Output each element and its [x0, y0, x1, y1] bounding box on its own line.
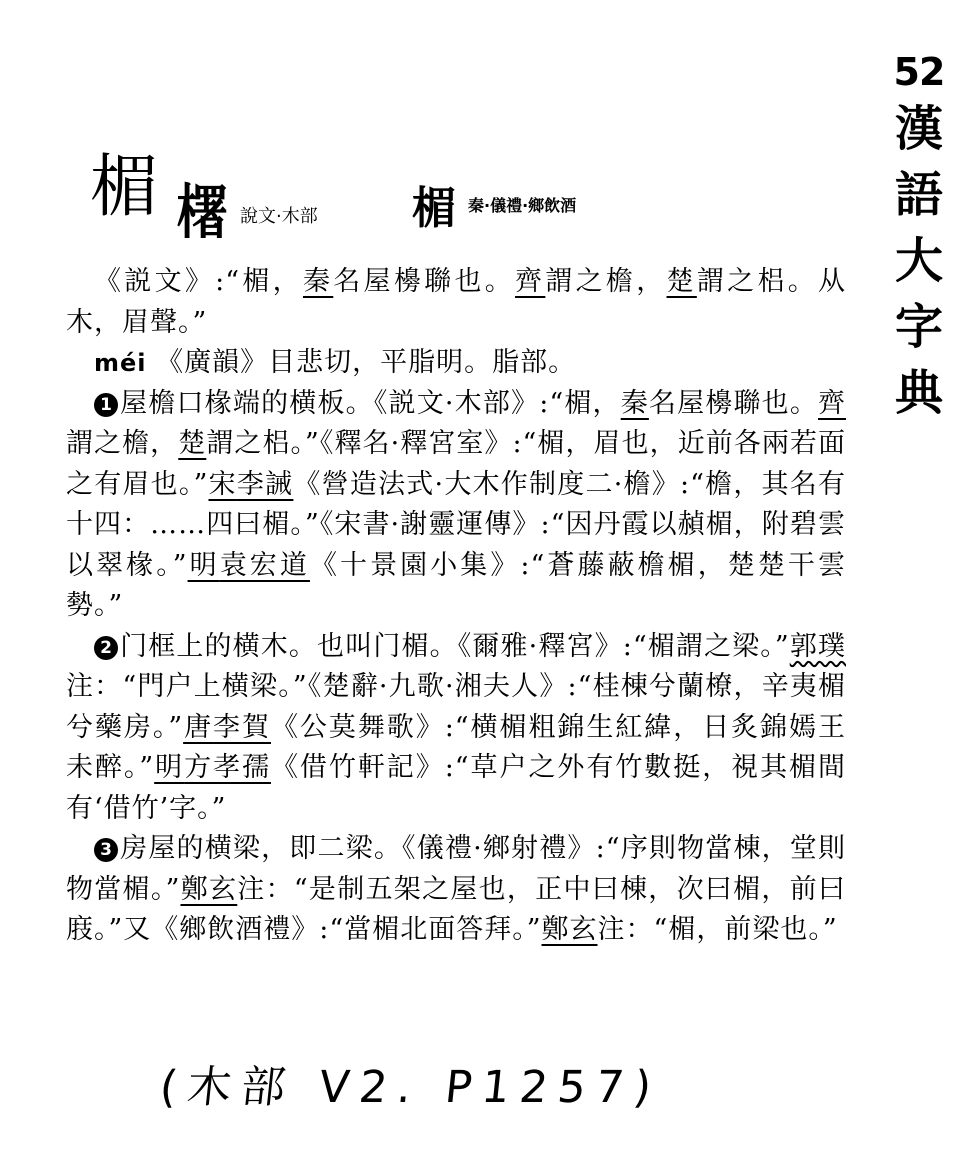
definition-source-shuowen: 《説文》:“楣，秦名屋櫋聯也。齊謂之檐，楚謂之梠。从木，眉聲。”: [66, 266, 847, 338]
volume-number: 52: [893, 50, 945, 94]
sense-number-badge: 2: [94, 636, 118, 660]
seal-script-source: 說文·木部: [240, 206, 318, 227]
variant-glyph: 楣: [412, 183, 456, 234]
sense-3: 3 房屋的横梁，即二梁。《儀禮·鄉射禮》:“序則物當棟，堂則物當楣。”鄭玄注：“是制五架之屋也，正中曰棟，次曰楣，前曰庪。”又《鄉飲酒禮》:“當楣北面答拜。”鄭玄注：“楣，前梁也。”: [66, 833, 846, 945]
book-name: 漢語大字典: [894, 101, 943, 421]
entry-head: [90, 148, 610, 249]
book-title-margin: [880, 48, 958, 426]
proper-name-underline: 楚: [666, 266, 697, 297]
pinyin: méi: [94, 349, 147, 377]
sense-2: 2 门框上的横木。也叫门楣。《爾雅·釋宮》:“楣謂之梁。”郭璞注：“門户上横梁。”《楚辭·九歌·湘夫人》:“桂棟兮蘭橑，辛夷楣兮藥房。”唐李賀《公莫舞歌》:“横楣粗錦生紅緯，日炙錦嫣王未醉。”明方孝孺《借竹軒記》:“草户之外有竹數挺，視其楣間有‘借竹’字。”: [66, 630, 847, 824]
variant-source: 秦·儀禮·鄉飲酒: [468, 196, 577, 215]
entry-body: [66, 262, 846, 951]
pronunciation-line: méi 《廣韻》目悲切，平脂明。脂部。: [94, 347, 577, 378]
handwritten-annotation: (木部 V2. P1257): [157, 1062, 664, 1113]
proper-name-underline: 秦: [302, 266, 334, 297]
sense-number-badge: 1: [94, 393, 118, 417]
sense-number-badge: 3: [94, 838, 118, 862]
seal-script-glyph: 𣞍: [176, 179, 229, 249]
sense-1: 1 屋檐口椽端的横板。《説文·木部》:“楣，秦名屋櫋聯也。齊謂之檐，楚謂之梠。”《釋名·釋宮室》:“楣，眉也，近前各兩若面之有眉也。”宋李誡《營造法式·大木作制度二·檐》:“檐，其名有十四：……四曰楣。”《宋書·謝靈運傳》:“因丹霞以赬楣，附碧雲以翠椽。”明袁宏道《十景園小集》:“蒼藤蔽檐楣，楚楚干雲勢。”: [66, 387, 847, 621]
head-character: 楣: [90, 148, 159, 227]
proper-name-underline: 齊: [515, 266, 546, 297]
